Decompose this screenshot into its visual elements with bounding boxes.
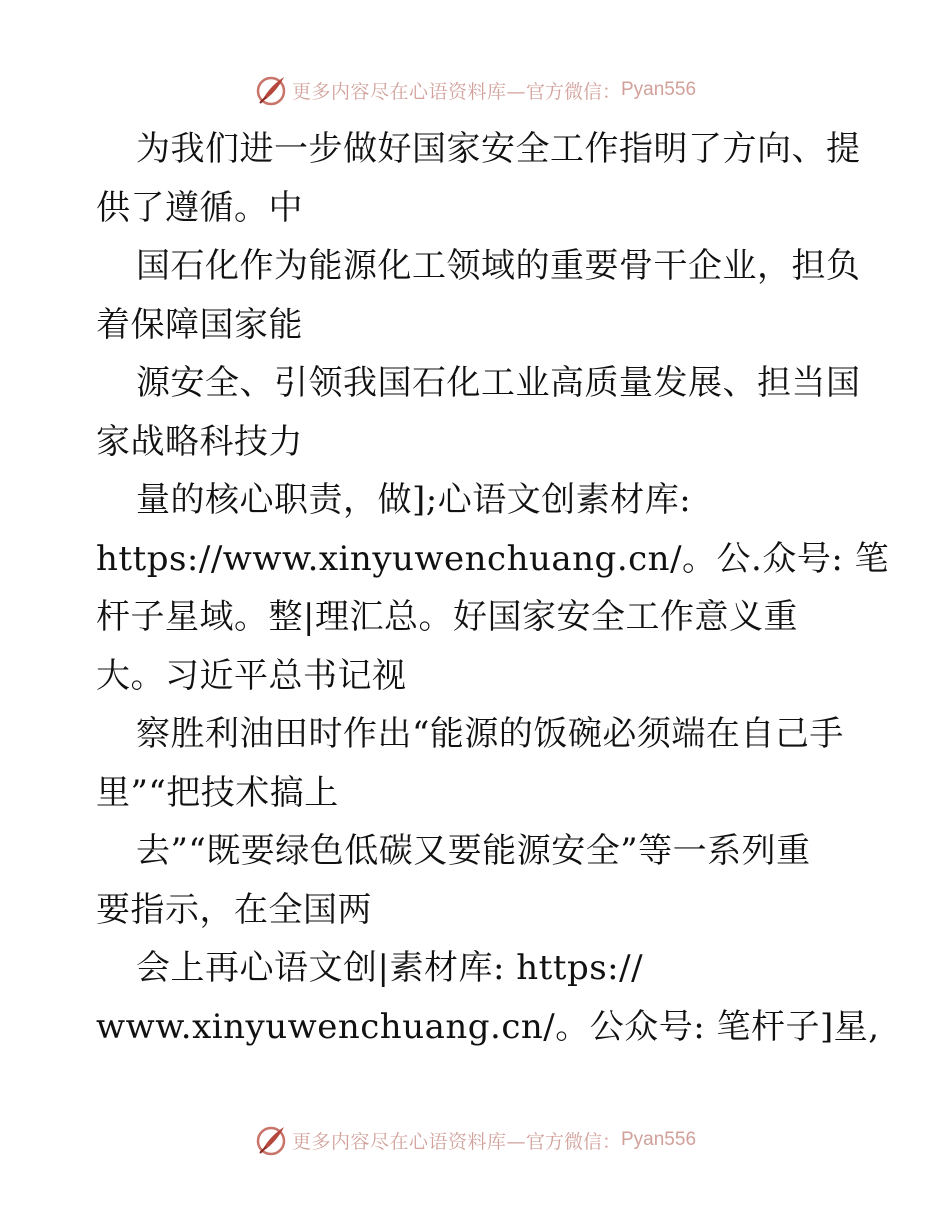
banner-wechat-id: Pyan556 [621, 1129, 697, 1150]
text-line: 源安全、引领我国石化工业高质量发展、担当国 [136, 363, 861, 403]
text-line: 家战略科技力 [96, 421, 303, 462]
banner-wechat-id: Pyan556 [621, 79, 697, 100]
document-body [96, 120, 890, 1056]
banner-wechat-label: 官方微信： [525, 1130, 621, 1153]
text-line: 里”“把技术搞上 [96, 772, 339, 813]
quill-pen-icon [254, 73, 288, 107]
text-line: 要指示，在全国两 [96, 889, 372, 930]
text-line: 量的核心职责，做];心语文创素材库: [136, 480, 692, 520]
banner-text: 更多内容尽在心语资料库— [291, 1130, 526, 1153]
text-line: 着保障国家能 [96, 304, 303, 345]
text-line: 去”“既要绿色低碳又要能源安全”等一系列重 [136, 831, 811, 871]
text-line: 会上再心语文创|素材库: https:// [136, 948, 644, 988]
text-line: 供了遵循。中 [96, 187, 303, 228]
text-line: 大。习近平总书记视 [96, 655, 407, 696]
footer-banner [0, 1120, 950, 1160]
quill-pen-icon [254, 1123, 288, 1157]
text-line: 察胜利油田时作出“能源的饭碗必须端在自己手 [136, 714, 844, 754]
text-line: https://www.xinyuwenchuang.cn/。公.众号: 笔 [96, 538, 890, 579]
header-banner [0, 70, 950, 110]
text-line: 国石化作为能源化工领域的重要骨干企业，担负 [136, 246, 861, 286]
banner-text: 更多内容尽在心语资料库— [291, 80, 526, 103]
text-line: www.xinyuwenchuang.cn/。公众号: 笔杆子]星, [96, 1006, 880, 1047]
text-line: 杆子星域。整|理汇总。好国家安全工作意义重 [96, 597, 798, 637]
banner-wechat-label: 官方微信： [525, 80, 621, 103]
text-line: 为我们进一步做好国家安全工作指明了方向、提 [136, 129, 861, 169]
